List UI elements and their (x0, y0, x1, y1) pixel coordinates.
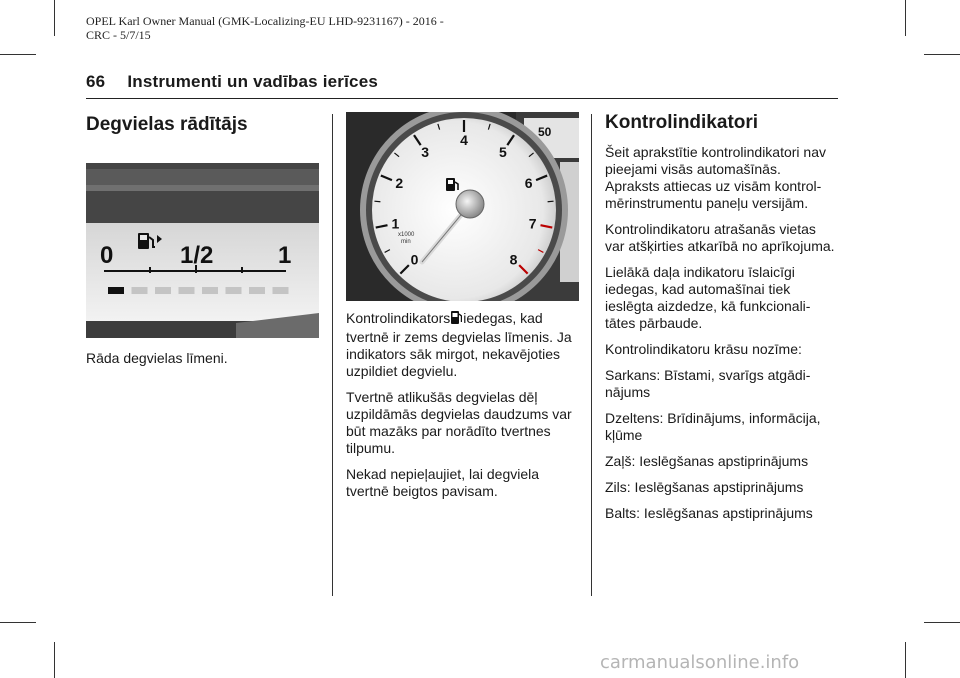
tachometer-photo (346, 112, 579, 301)
crop-mark (54, 642, 55, 678)
fuel-level-segment (108, 287, 124, 294)
left-column (86, 114, 322, 136)
tachometer-hub (456, 190, 484, 218)
gauge-label-half: 1/2 (180, 242, 214, 269)
fuel-level-segment (249, 287, 265, 294)
gauge-label-empty: 0 (100, 242, 114, 269)
tachometer-number: 3 (421, 143, 430, 160)
indicators-paragraph: Lielākā daļa indikatoru īslaicīgi iedegas, kad automašīnai tiek ieslēgta aizdedze, kā funkcionali-tātes pārbaude. (605, 264, 811, 331)
page-header (86, 72, 378, 92)
fuel-level-segment (202, 287, 218, 294)
crop-mark (54, 0, 55, 36)
chapter-title: Instrumenti un vadības ierīces (127, 72, 379, 91)
fuel-level-segment (132, 287, 148, 294)
tachometer-unit-line-2: min (401, 239, 411, 245)
tachometer-tick (374, 201, 380, 202)
color-meaning-blue: Zils: Ieslēgšanas apstiprinājums (605, 479, 804, 495)
meta-line-1: OPEL Karl Owner Manual (GMK-Localizing-EU LHD-9231167) - 2016 - (86, 14, 444, 28)
watermark: carmanualsonline.info (600, 652, 800, 673)
color-meaning-red: Sarkans: Bīstami, svarīgs atgādi-nājums (605, 367, 811, 400)
tachometer-number: 2 (395, 175, 404, 192)
tachometer-number: 0 (410, 251, 419, 268)
tachometer-unit-line-1: x1000 (398, 232, 415, 238)
column-divider-2 (591, 114, 592, 596)
gauge-label-full: 1 (278, 242, 292, 269)
tank-capacity-paragraph: Tvertnē atlikušās degvielas dēļ uzpildāmās degvielas daudzums var būt mazāks par norādīto tvertnes tilpumu. (346, 389, 572, 456)
fuel-level-segment (179, 287, 195, 294)
fuel-level-segment (226, 287, 242, 294)
fuel-gauge-caption: Rāda degvielas līmeni. (86, 350, 228, 366)
crop-mark (905, 0, 906, 36)
crop-mark (924, 622, 960, 623)
column-divider-1 (332, 114, 333, 596)
tachometer-number: 4 (460, 132, 468, 148)
meta-line-2: CRC - 5/7/15 (86, 28, 151, 42)
tachometer-number: 8 (509, 251, 518, 268)
tachometer-number: 5 (498, 143, 507, 160)
tachometer-number: 7 (528, 215, 537, 232)
header-rule (86, 98, 838, 99)
fuel-gauge-photo (86, 163, 319, 338)
low-fuel-paragraph (346, 310, 582, 380)
color-meaning-white: Balts: Ieslēgšanas apstiprinājums (605, 505, 813, 521)
tachometer-number: 1 (391, 215, 400, 232)
indicators-paragraph: Kontrolindikatoru krāsu nozīme: (605, 341, 802, 357)
tachometer-number: 6 (524, 175, 533, 192)
speedometer-label: 50 (538, 125, 552, 139)
never-run-dry-paragraph: Nekad nepieļaujiet, lai degviela tvertnē beigtos pavisam. (346, 466, 540, 499)
indicators-paragraph: Šeit aprakstītie kontrolindikatori nav pieejami visās automašīnās. Apraksts attiecas uz visām kontrol-mērinstrumentu paneļu versijām. (605, 144, 826, 211)
color-meaning-yellow: Dzeltens: Brīdinājums, informācija, kļūme (605, 410, 821, 443)
crop-mark (0, 54, 36, 55)
fuel-pump-icon (451, 310, 462, 329)
color-meaning-green: Zaļš: Ieslēgšanas apstiprinājums (605, 453, 809, 469)
crop-mark (905, 642, 906, 678)
left-caption-block (86, 350, 322, 376)
section-heading-indicators: Kontrolindikatori (605, 112, 759, 133)
crop-mark (0, 622, 36, 623)
fuel-level-segment (273, 287, 289, 294)
tachometer-tick (548, 201, 554, 202)
page-number: 66 (86, 72, 106, 91)
indicators-paragraph: Kontrolindikatoru atrašanās vietas var atšķirties atkarībā no aprīkojuma. (605, 221, 835, 254)
crop-mark (924, 54, 960, 55)
middle-column-text (346, 310, 582, 509)
fuel-level-segment (155, 287, 171, 294)
low-fuel-text-end: iedegas, kad tvertnē ir zems degvielas līmenis. Ja indikators sāk mirgot, nekavējoties uzpildiet degvielu. (346, 310, 572, 379)
section-heading-fuel-gauge: Degvielas rādītājs (86, 114, 248, 135)
right-column (605, 112, 837, 531)
low-fuel-text-start: Kontrolindikators (346, 310, 451, 326)
document-meta (86, 14, 526, 42)
